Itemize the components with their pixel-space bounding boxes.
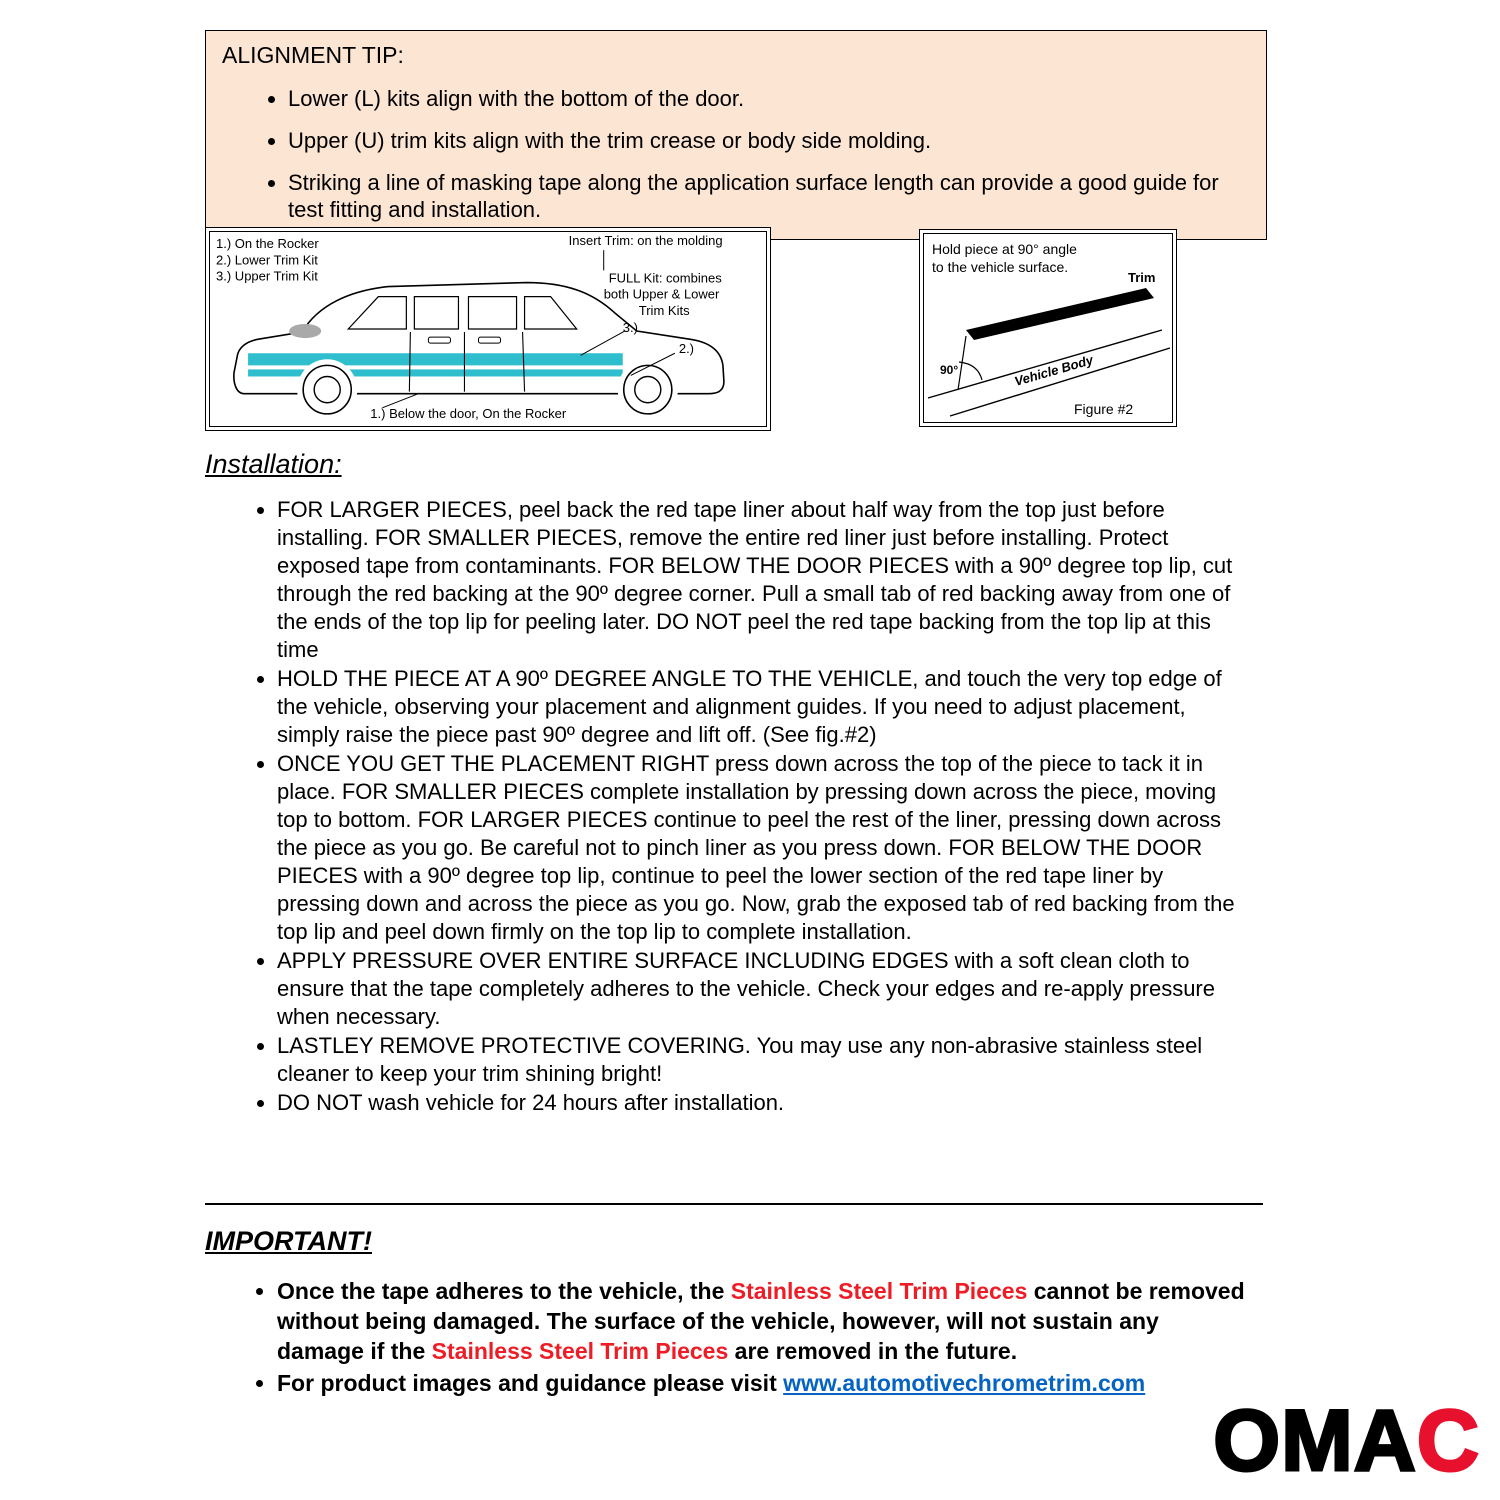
important-text: are removed in the future.: [728, 1338, 1018, 1364]
rear-door-window: [414, 297, 458, 329]
front-wheel: [624, 365, 672, 414]
rear-window: [348, 297, 406, 329]
important-text: Once the tape adheres to the vehicle, the: [277, 1278, 731, 1304]
figure-number-label: Figure #2: [1074, 401, 1134, 417]
important-heading: IMPORTANT!: [205, 1226, 372, 1256]
important-notes-list: [205, 1276, 1335, 1400]
omac-logo-black: OMA: [1213, 1393, 1417, 1489]
figure1-label: 1.) Below the door, On the Rocker: [370, 405, 567, 421]
alignment-tip-item: • Lower (L) kits align with the bottom of the door.: [288, 85, 1250, 112]
door-handle: [478, 337, 500, 343]
installation-steps-list: [205, 496, 1335, 1118]
figure1-label: Trim Kits: [638, 302, 690, 318]
vehicle-body-label: Vehicle Body: [1012, 352, 1095, 389]
figure1-label: 2.): [678, 341, 695, 357]
alignment-tip-item: • Striking a line of masking tape along the application surface length can provide a good guide for test fitting and installation.: [288, 169, 1250, 223]
omac-logo-red: C: [1416, 1393, 1480, 1489]
important-note: [277, 1368, 1245, 1398]
installation-step: • LASTLEY REMOVE PROTECTIVE COVERING. You may use any non-abrasive stainless steel cleaner to keep your trim shining bright!: [277, 1032, 1245, 1088]
car-trim-figure: [205, 227, 771, 431]
installation-step: • ONCE YOU GET THE PLACEMENT RIGHT press down across the top of the piece to tack it in place. FOR SMALLER PIECES complete installation by pressing down across the piece, moving top to bottom. FOR LARGER PIECES continue to peel the rest of the liner, pressing down across the piece as you go. Be careful not to pinch liner as you press down. FOR BELOW THE DOOR PIECES with a 90º degree top lip, continue to peel the lower section of the red tape liner by pressing down and across the piece as you go. Now, grab the exposed tab of red backing from the top lip and peel down firmly on the top lip to complete installation.: [277, 750, 1245, 946]
important-text: For product images and guidance please visit: [277, 1370, 784, 1396]
figure2-caption: to the vehicle surface.: [932, 259, 1069, 275]
alignment-tip-title: ALIGNMENT TIP:: [222, 42, 404, 68]
installation-step: • HOLD THE PIECE AT A 90º DEGREE ANGLE TO THE VEHICLE, and touch the very top edge of the vehicle, observing your placement and alignment guides. If you need to adjust placement, simply raise the piece past 90º degree and lift off. (See fig.#2): [277, 665, 1245, 749]
installation-step: • DO NOT wash vehicle for 24 hours after installation.: [277, 1089, 1245, 1117]
mirror: [289, 324, 321, 338]
figure1-label: FULL Kit: combines: [608, 270, 722, 286]
windshield: [525, 297, 577, 329]
trim-label: Trim: [1128, 270, 1156, 285]
installation-step: • FOR LARGER PIECES, peel back the red tape liner about half way from the top just before installing. FOR SMALLER PIECES, remove the entire red liner just before installing. Protect exposed tape from contaminants. FOR BELOW THE DOOR PIECES with a 90º degree top lip, cut through the red backing at the 90º degree corner. Pull a small tab of red backing away from one of the ends of the top lip for peeling later. DO NOT peel the red tape backing from the top lip at this time: [277, 496, 1245, 664]
figure2-caption: Hold piece at 90° angle: [932, 241, 1077, 257]
figure1-label: Insert Trim: on the molding: [568, 233, 723, 249]
alignment-tip-box: [205, 30, 1267, 240]
important-highlight: Stainless Steel Trim Pieces: [730, 1278, 1028, 1304]
website-link[interactable]: www.automotivechrometrim.com: [783, 1370, 1146, 1396]
installation-step: • APPLY PRESSURE OVER ENTIRE SURFACE INCLUDING EDGES with a soft clean cloth to ensure that the tape completely adheres to the vehicle. Check your edges and re-apply pressure when necessary.: [277, 947, 1245, 1031]
installation-heading: Installation:: [205, 449, 342, 479]
angle-figure: [919, 229, 1177, 427]
important-note: [277, 1276, 1245, 1366]
vehicle-body-line: [928, 330, 1162, 398]
upper-trim-band: [248, 353, 623, 365]
alignment-tip-item: • Upper (U) trim kits align with the trim crease or body side molding.: [288, 127, 1250, 154]
angle-arc: [959, 362, 982, 380]
figure1-label: 3.): [622, 319, 638, 336]
figure1-label: 2.) Lower Trim Kit: [216, 252, 318, 268]
figure1-label: 1.) On the Rocker: [216, 236, 319, 252]
figure1-label: 3.) Upper Trim Kit: [216, 268, 318, 284]
important-text: cannot be removed without being damaged. The surface of the vehicle, however, will not sustain any damage if the: [277, 1278, 1245, 1364]
rear-wheel: [303, 365, 351, 414]
figures-row: [205, 227, 1267, 433]
important-highlight: Stainless Steel Trim Pieces: [431, 1338, 729, 1364]
car-diagram: [210, 232, 766, 426]
omac-logo: [1213, 1393, 1480, 1489]
front-door-window: [468, 297, 516, 329]
section-divider: [205, 1203, 1263, 1205]
figure1-label: both Upper & Lower: [603, 286, 720, 302]
door-handle: [428, 337, 450, 343]
angle-label: 90°: [940, 363, 959, 377]
trim-piece: [966, 288, 1154, 340]
angle-diagram: [924, 234, 1172, 422]
alignment-tip-list: [222, 85, 1250, 223]
